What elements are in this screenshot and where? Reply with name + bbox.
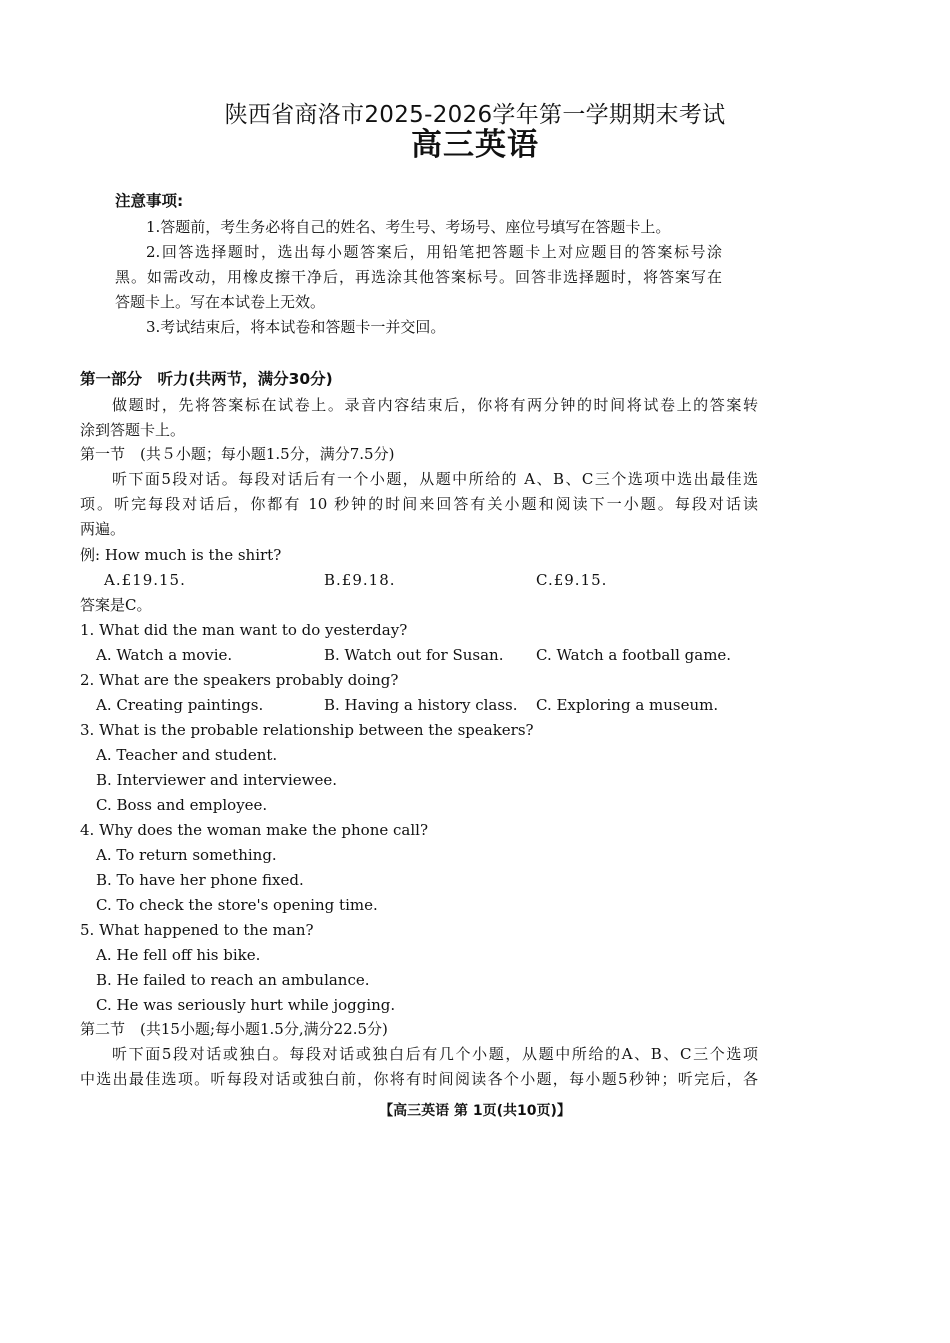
question-option: A. To return something.	[96, 846, 277, 864]
part1-intro: 做题时，先将答案标在试卷上。录音内容结束后，你将有两分钟的时间将试卷上的答案转	[112, 396, 758, 414]
section1-heading: 第一节 (共５小题；每小题1.5分，满分7.5分)	[80, 445, 395, 463]
question-option: C. Boss and employee.	[96, 796, 268, 814]
notice-item: 1.答题前，考生务必将自己的姓名、考生号、考场号、座位号填写在答题卡上。	[146, 218, 671, 236]
question-stem: 1. What did the man want to do yesterday?	[80, 621, 408, 639]
notice-heading: 注意事项:	[115, 192, 184, 210]
section2-intro: 中选出最佳选项。听每段对话或独白前，你将有时间阅读各个小题，每小题5秒钟；听完后，各	[80, 1070, 758, 1088]
question-stem: 5. What happened to the man?	[80, 921, 314, 939]
question-option: A. Watch a movie.	[96, 646, 233, 664]
question-option: C. Exploring a museum.	[536, 696, 719, 714]
notice-item: 答题卡上。写在本试卷上无效。	[115, 293, 326, 311]
question-stem: 3. What is the probable relationship between the speakers?	[80, 721, 534, 739]
notice-item: 2.回答选择题时，选出每小题答案后，用铅笔把答题卡上对应题目的答案标号涂	[146, 243, 722, 261]
example-question: 例: How much is the shirt?	[80, 546, 282, 564]
example-answer: 答案是C。	[80, 596, 152, 614]
part1-heading: 第一部分 听力(共两节，满分30分)	[80, 370, 333, 388]
question-option: C. To check the store's opening time.	[96, 896, 378, 914]
notice-item: 黑。如需改动，用橡皮擦干净后，再选涂其他答案标号。回答非选择题时，将答案写在	[115, 268, 722, 286]
part1-intro: 涂到答题卡上。	[80, 421, 186, 439]
question-option: B. He failed to reach an ambulance.	[96, 971, 370, 989]
section2-intro: 听下面5段对话或独白。每段对话或独白后有几个小题，从题中所给的A、B、C三个选项	[112, 1045, 758, 1063]
question-option: C. Watch a football game.	[536, 646, 732, 664]
question-stem: 4. Why does the woman make the phone call?	[80, 821, 428, 839]
notice-item: 3.考试结束后，将本试卷和答题卡一并交回。	[146, 318, 446, 336]
example-option-a: A.£19.15.	[104, 571, 186, 589]
question-option: A. Creating paintings.	[96, 696, 264, 714]
section1-intro: 项。听完每段对话后，你都有 10 秒钟的时间来回答有关小题和阅读下一小题。每段对话读	[80, 495, 758, 513]
question-option: C. He was seriously hurt while jogging.	[96, 996, 396, 1014]
question-option: B. Watch out for Susan.	[324, 646, 504, 664]
example-option-c: C.£9.15.	[536, 571, 608, 589]
section1-intro: 两遍。	[80, 520, 126, 538]
question-option: B. Having a history class.	[324, 696, 518, 714]
section1-intro: 听下面5段对话。每段对话后有一个小题，从题中所给的 A、B、C三个选项中选出最佳选	[112, 470, 758, 488]
example-option-b: B.£9.18.	[324, 571, 396, 589]
question-option: A. Teacher and student.	[96, 746, 278, 764]
question-stem: 2. What are the speakers probably doing?	[80, 671, 399, 689]
exam-title: 陕西省商洛市2025-2026学年第一学期期末考试	[224, 102, 726, 128]
page-footer: 【高三英语 第 1页(共10页)】	[379, 1103, 571, 1119]
question-option: B. Interviewer and interviewee.	[96, 771, 338, 789]
question-option: A. He fell off his bike.	[96, 946, 261, 964]
question-option: B. To have her phone fixed.	[96, 871, 304, 889]
exam-subject: 高三英语	[411, 127, 539, 163]
section2-heading: 第二节 (共15小题;每小题1.5分,满分22.5分)	[80, 1020, 388, 1038]
